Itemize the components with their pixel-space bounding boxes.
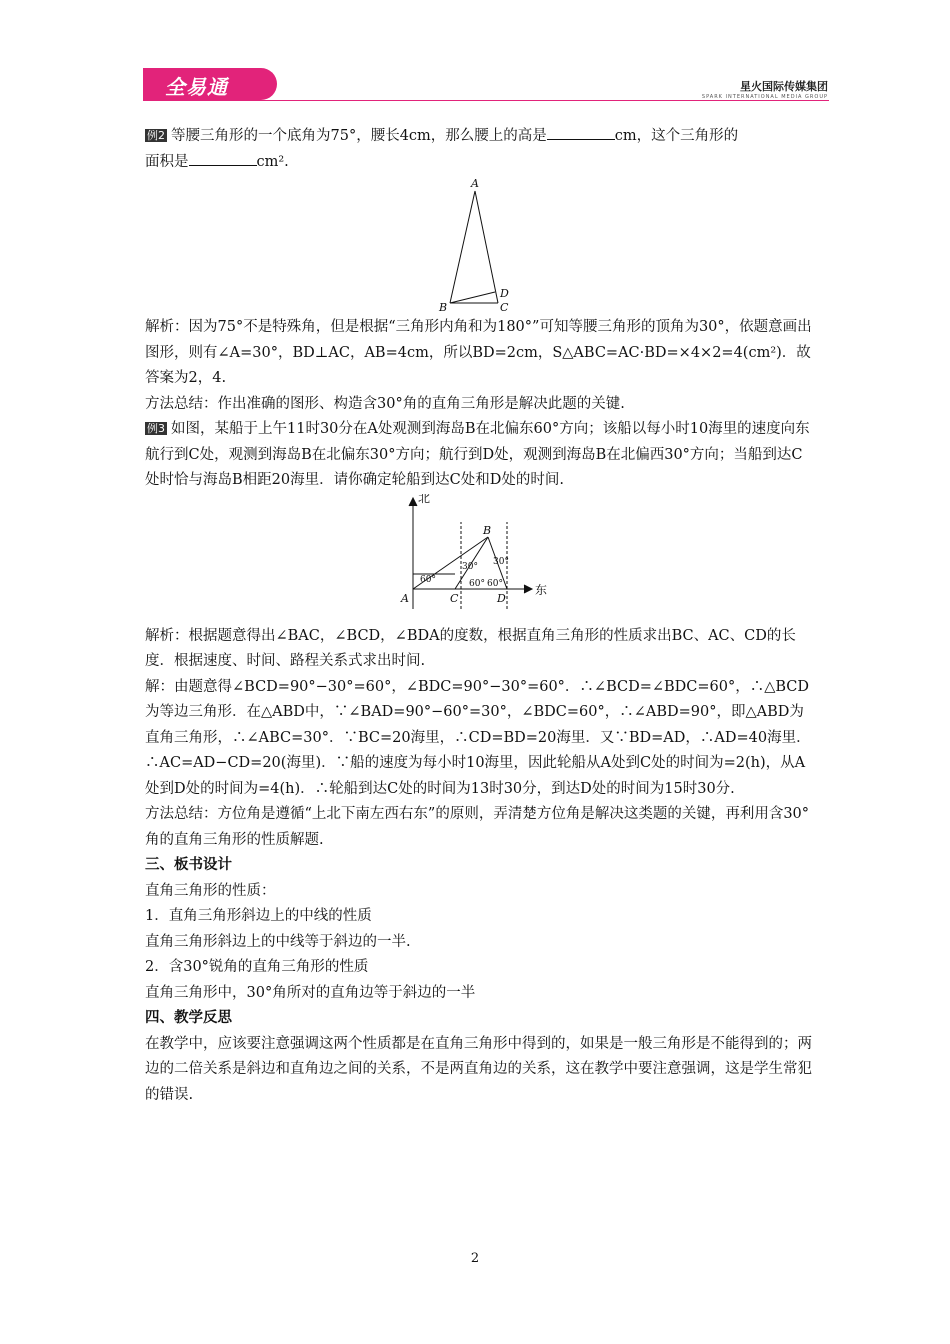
board-line-1: 直角三角形的性质：: [145, 882, 276, 899]
label-c: C: [450, 591, 459, 605]
example-3-tag: 例3: [147, 422, 165, 435]
board-line-5: 直角三角形中，30°角所对的直角边等于斜边的一半: [145, 984, 476, 1001]
label-d: D: [500, 287, 509, 300]
board-line-3: 直角三角形斜边上的中线等于斜边的一半.: [145, 933, 411, 950]
example-2-analysis: 解析：因为75°不是特殊角，但是根据“三角形内角和为180°”可知等腰三角形的顶角为30°，依题意画出图形，则有∠A=30°，BD⊥AC，AB=4cm，所以BD=2cm，S△ABC=AC·BD=×4×2=4(cm²)．故答案为2，4.: [145, 319, 812, 386]
angle-c-30: 30°: [462, 561, 478, 572]
angle-d-30: 30°: [493, 556, 509, 567]
label-c: C: [500, 301, 509, 314]
example-3-summary: 方法总结：方位角是遵循“上北下南左西右东”的原则，弄清楚方位角是解决这类题的关键，再利用含30°角的直角三角形的性质解题.: [145, 806, 810, 848]
bearing-figure: [145, 494, 815, 624]
brand-name-en: SPARK INTERNATIONAL MEDIA GROUP: [701, 94, 828, 100]
angle-bdc-60: 60°: [487, 578, 503, 589]
header-divider: [143, 100, 829, 101]
answer-blank-2: [189, 151, 257, 166]
section-3-title: 三、板书设计: [145, 857, 232, 873]
section-4-title: 四、教学反思: [145, 1010, 232, 1026]
angle-a-60: 60°: [420, 574, 436, 585]
publisher-brand: [702, 78, 828, 100]
label-b: B: [439, 301, 448, 314]
document-body: [145, 124, 815, 1108]
brand-logo: 全易通: [143, 68, 277, 100]
board-line-2: 1．直角三角形斜边上的中线的性质: [145, 908, 372, 924]
angle-bcd-60: 60°: [469, 578, 485, 589]
example-3-solution: 解：由题意得∠BCD=90°−30°=60°，∠BDC=90°−30°=60°．∴∠BCD=∠BDC=60°，∴△BCD为等边三角形．在△ABD中，∵∠BAD=90°−60°=30°，∠BDC=60°，∴∠ABD=90°，即△ABD为直角三角形，∴∠ABC=30°．∵BC=20海里，∴CD=BD=20海里．又∵BD=AD，∴AD=40海里．∴AC=AD−CD=20(海里)．∵船的速度为每小时10海里，因此轮船从A处到C处的时间为=2(h)，从A处到D处的时间为=4(h)．∴轮船到达C处的时间为13时30分，到达D处的时间为15时30分.: [145, 678, 811, 797]
reflection-text: 在教学中，应该要注意强调这两个性质都是在直角三角形中得到的，如果是一般三角形是不能得到的；两边的二倍关系是斜边和直角边之间的关系，不是两直角边的关系，这在教学中要注意强调，这是学生常犯的错误.: [145, 1035, 812, 1103]
example-2-summary: 方法总结：作出准确的图形、构造含30°角的直角三角形是解决此题的关键.: [145, 395, 625, 412]
example-2-tag: 例2: [147, 129, 165, 142]
label-a: A: [401, 591, 409, 605]
triangle-diagram: [145, 175, 815, 315]
example-2-question: 例2 等腰三角形的一个底角为75°，腰长4cm，那么腰上的高是 cm，这个三角形的 面积是 cm².: [145, 124, 815, 175]
page-number: 2: [470, 1251, 480, 1266]
board-line-4: 2．含30°锐角的直角三角形的性质: [145, 959, 369, 975]
brand-name-cn: 星火国际传媒集团: [740, 80, 828, 93]
label-a: A: [471, 177, 479, 190]
label-north: 北: [418, 493, 431, 505]
label-b: B: [483, 523, 492, 537]
bearing-diagram: [145, 494, 815, 624]
example-3-question: 例3 如图，某船于上午11时30分在A处观测到海岛B在北偏东60°方向；该船以每小时10海里的速度向东航行到C处，观测到海岛B在北偏东30°方向；航行到D处，观测到海岛B在北偏西30°方向；当船到达C处时恰与海岛B相距20海里．请你确定轮船到达C处和D处的时间.: [145, 421, 810, 488]
example-3-analysis: 解析：根据题意得出∠BAC，∠BCD，∠BDA的度数，根据直角三角形的性质求出BC、AC、CD的长度．根据速度、时间、路程关系式求出时间.: [145, 627, 796, 669]
label-d: D: [497, 591, 506, 605]
label-east: 东: [535, 582, 548, 597]
triangle-figure: [145, 175, 815, 315]
answer-blank-1: [547, 125, 615, 140]
